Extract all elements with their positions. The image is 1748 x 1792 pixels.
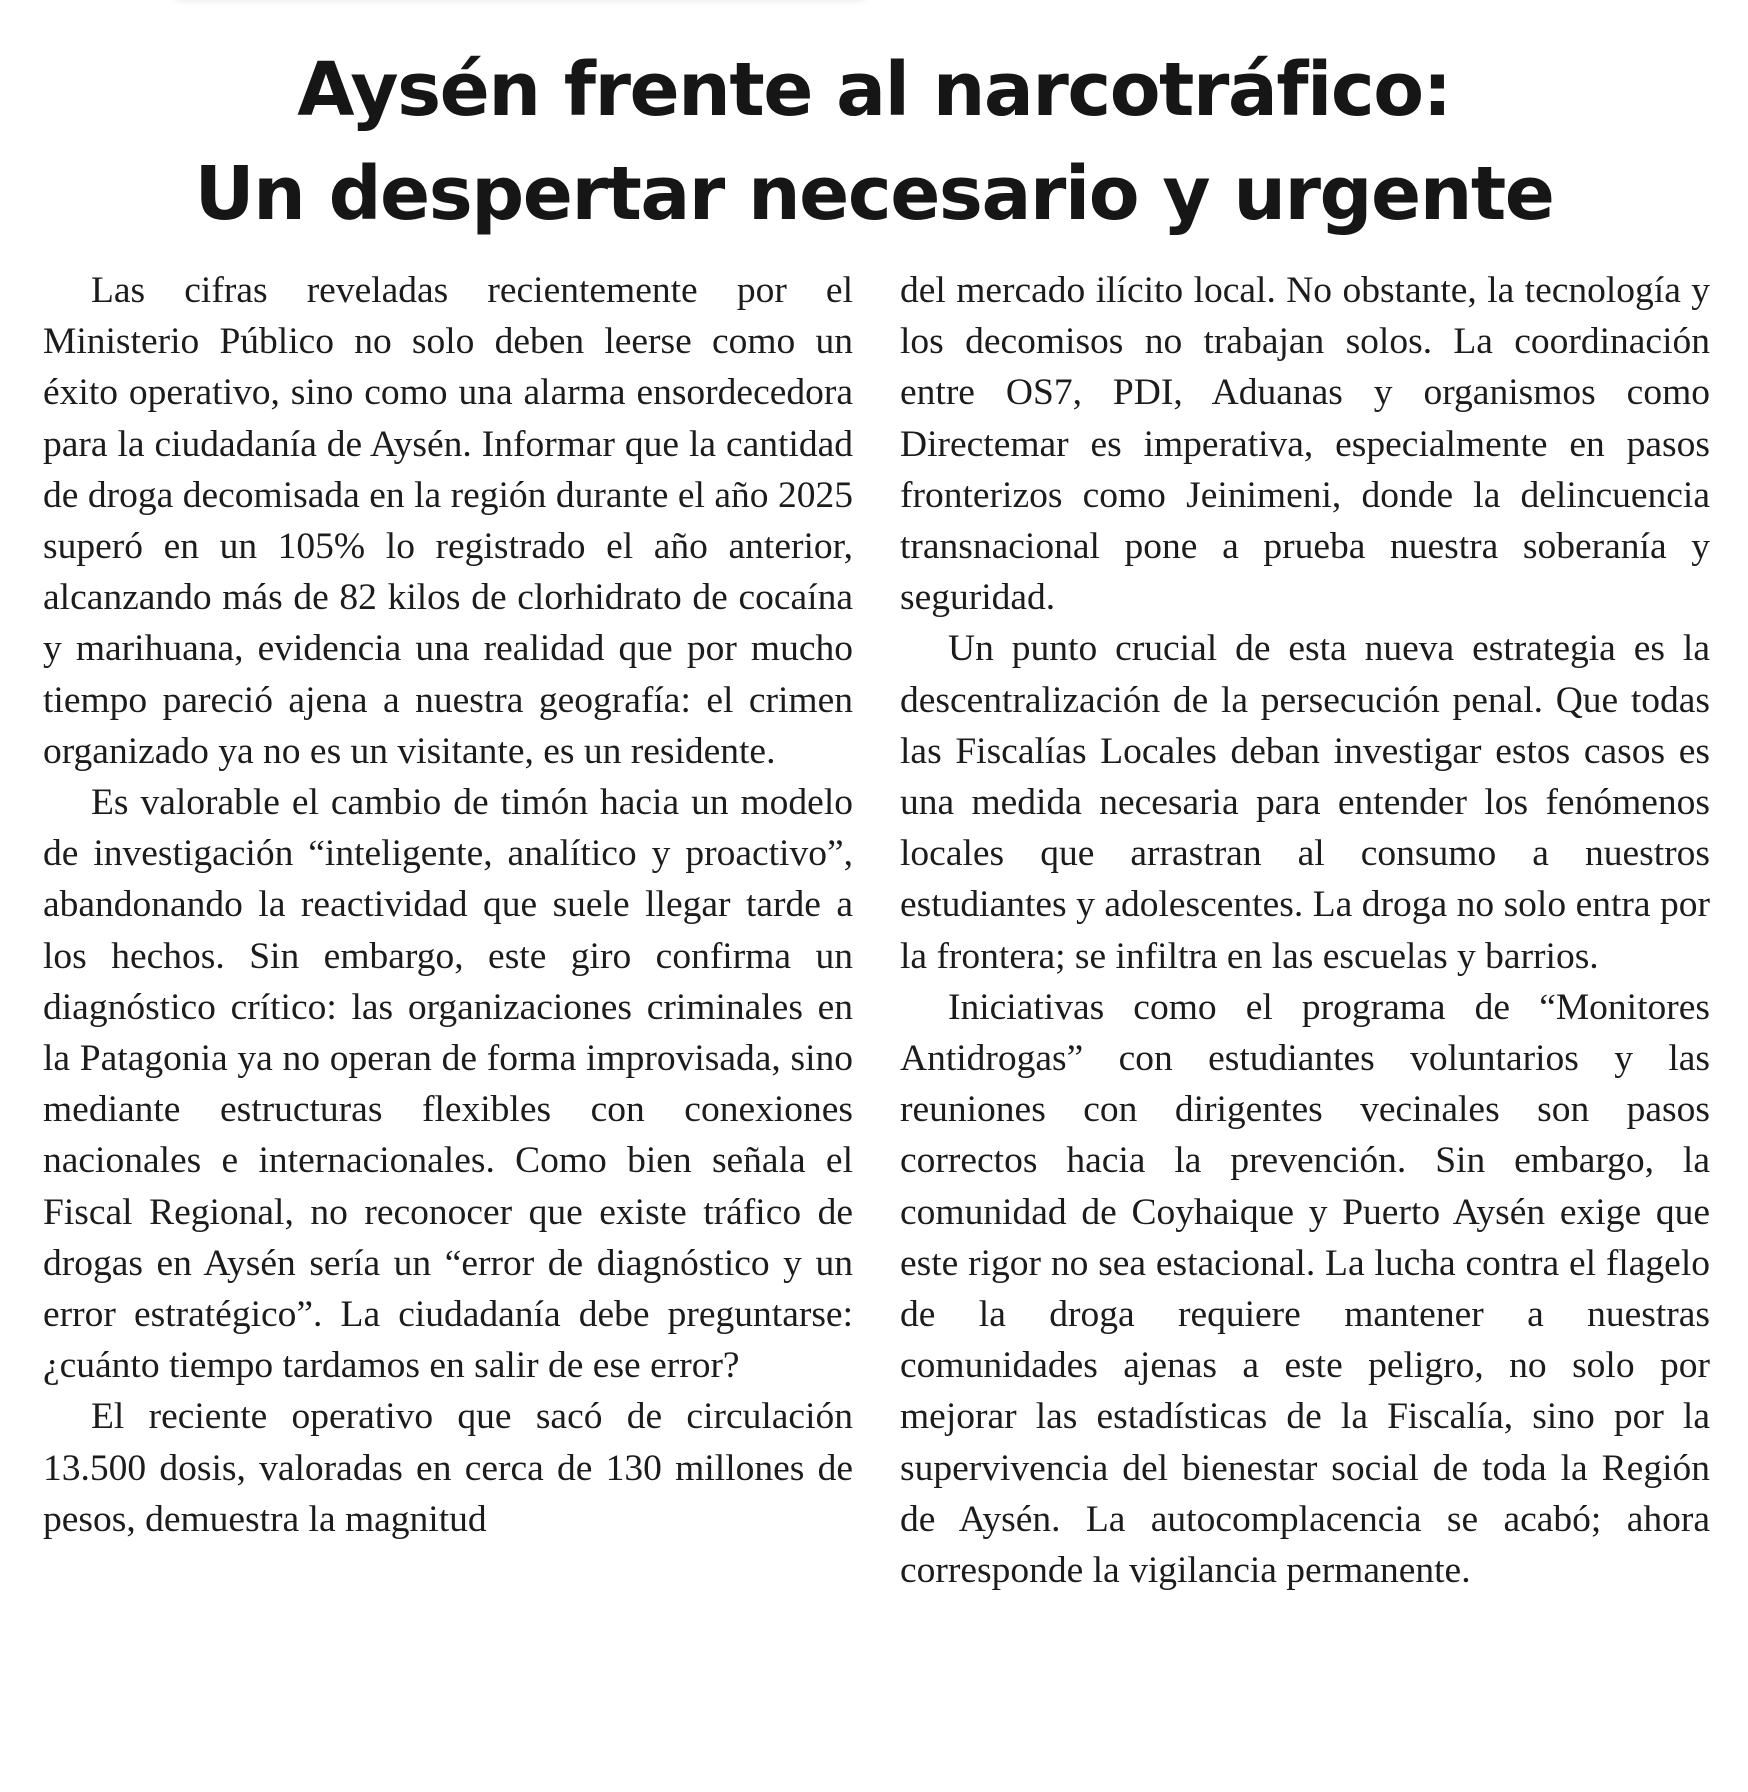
article-headline <box>0 38 1748 246</box>
paragraph-4: Un punto crucial de esta nueva estrategia es la descentralización de la persecución penal. Que todas las Fiscalías Locales deban investigar estos casos es una medida necesaria para entender los fenómenos locales que arrastran al consumo a nuestros estudiantes y adolescentes. La droga no solo entra por la frontera; se infiltra en las escuelas y barrios. <box>900 628 1710 977</box>
paragraph-3-continued: del mercado ilícito local. No obstante, la tecnología y los decomisos no trabajan solos. La coordinación entre OS7, PDI, Aduanas y organismos como Directemar es imperativa, especialmente en pasos fronterizos como Jeinimeni, donde la delincuencia transnacional pone a prueba nuestra soberanía y seguridad. <box>900 270 1710 619</box>
paragraph-3: El reciente operativo que sacó de circulación 13.500 dosis, valoradas en cerca de 130 millones de pesos, demuestra la magnitud <box>43 1396 853 1540</box>
headline-line-1: Aysén frente al narcotráfico: <box>297 47 1451 133</box>
article-column-right <box>900 265 1710 1596</box>
paragraph-5: Iniciativas como el programa de “Monitores Antidrogas” con estudiantes voluntarios y las reuniones con dirigentes vecinales son pasos correctos hacia la prevención. Sin embargo, la comunidad de Coyhaique y Puerto Aysén exige que este rigor no sea estacional. La lucha contra el flagelo de la droga requiere mantener a nuestras comunidades ajenas a este peligro, no solo por mejorar las estadísticas de la Fiscalía, sino por la supervivencia del bienestar social de toda la Región de Aysén. La autocomplacencia se acabó; ahora corresponde la vigilancia permanente. <box>900 986 1710 1592</box>
headline-line-2: Un despertar necesario y urgente <box>194 151 1554 237</box>
paragraph-2: Es valorable el cambio de timón hacia un modelo de investigación “inteligente, analítico y proactivo”, abandonando la reactividad que suele llegar tarde a los hechos. Sin embargo, este giro confirma un diagnóstico crítico: las organizaciones criminales en la Patagonia ya no operan de forma improvisada, sino mediante estructuras flexibles con conexiones nacionales e internacionales. Como bien señala el Fiscal Regional, no reconocer que existe tráfico de drogas en Aysén sería un “error de diagnóstico y un error estratégico”. La ciudadanía debe preguntarse: ¿cuánto tiempo tardamos en salir de ese error? <box>43 782 853 1387</box>
article-column-left <box>43 265 853 1545</box>
paragraph-1: Las cifras reveladas recientemente por el Ministerio Público no solo deben leerse como un éxito operativo, sino como una alarma ensordecedora para la ciudadanía de Aysén. Informar que la cantidad de droga decomisada en la región durante el año 2025 superó en un 105% lo registrado el año anterior, alcanzando más de 82 kilos de clorhidrato de cocaína y marihuana, evidencia una realidad que por mucho tiempo pareció ajena a nuestra geografía: el crimen organizado ya no es un visitante, es un residente. <box>43 270 853 772</box>
cropped-previous-headline <box>170 0 870 4</box>
